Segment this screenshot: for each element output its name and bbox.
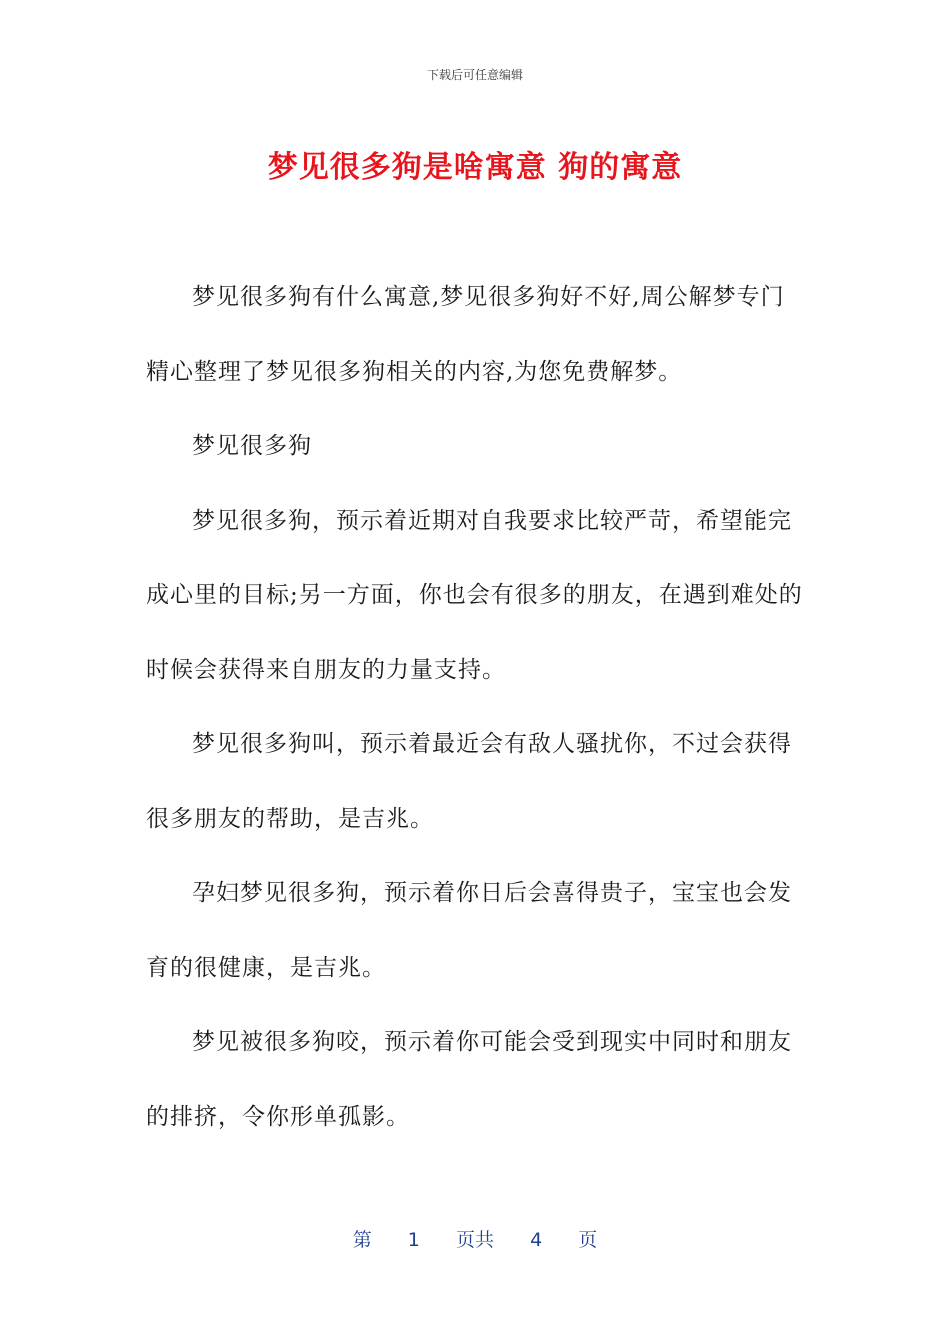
paragraph-intro: 梦见很多狗有什么寓意,梦见很多狗好不好,周公解梦专门精心整理了梦见很多狗相关的内容,为您免费解梦。 [146, 284, 785, 385]
paragraph-bitten: 梦见被很多狗咬，预示着你可能会受到现实中同时和朋友的排挤，令你形单孤影。 [146, 1029, 792, 1130]
document-title: 梦见很多狗是啥寓意 狗的寓意 [267, 150, 683, 185]
page-footer [0, 1225, 950, 1252]
document-body [146, 260, 806, 1154]
footer-page-number: 1 [407, 1229, 420, 1251]
paragraph-subheading: 梦见很多狗 [192, 433, 312, 459]
footer-total-pages: 4 [530, 1229, 543, 1251]
footer-page-mid: 页共 [455, 1229, 494, 1251]
paragraph-dogs-barking: 梦见很多狗叫，预示着最近会有敌人骚扰你，不过会获得很多朋友的帮助，是吉兆。 [146, 731, 792, 832]
paragraph-pregnant-woman: 孕妇梦见很多狗，预示着你日后会喜得贵子，宝宝也会发育的很健康，是吉兆。 [146, 880, 792, 981]
footer-page-prefix: 第 [352, 1229, 372, 1251]
header-note: 下载后可任意编辑 [426, 68, 523, 82]
footer-page-suffix: 页 [578, 1229, 598, 1251]
paragraph-meaning: 梦见很多狗，预示着近期对自我要求比较严苛，希望能完成心里的目标;另一方面，你也会有很多的朋友，在遇到难处的时候会获得来自朋友的力量支持。 [146, 507, 803, 683]
